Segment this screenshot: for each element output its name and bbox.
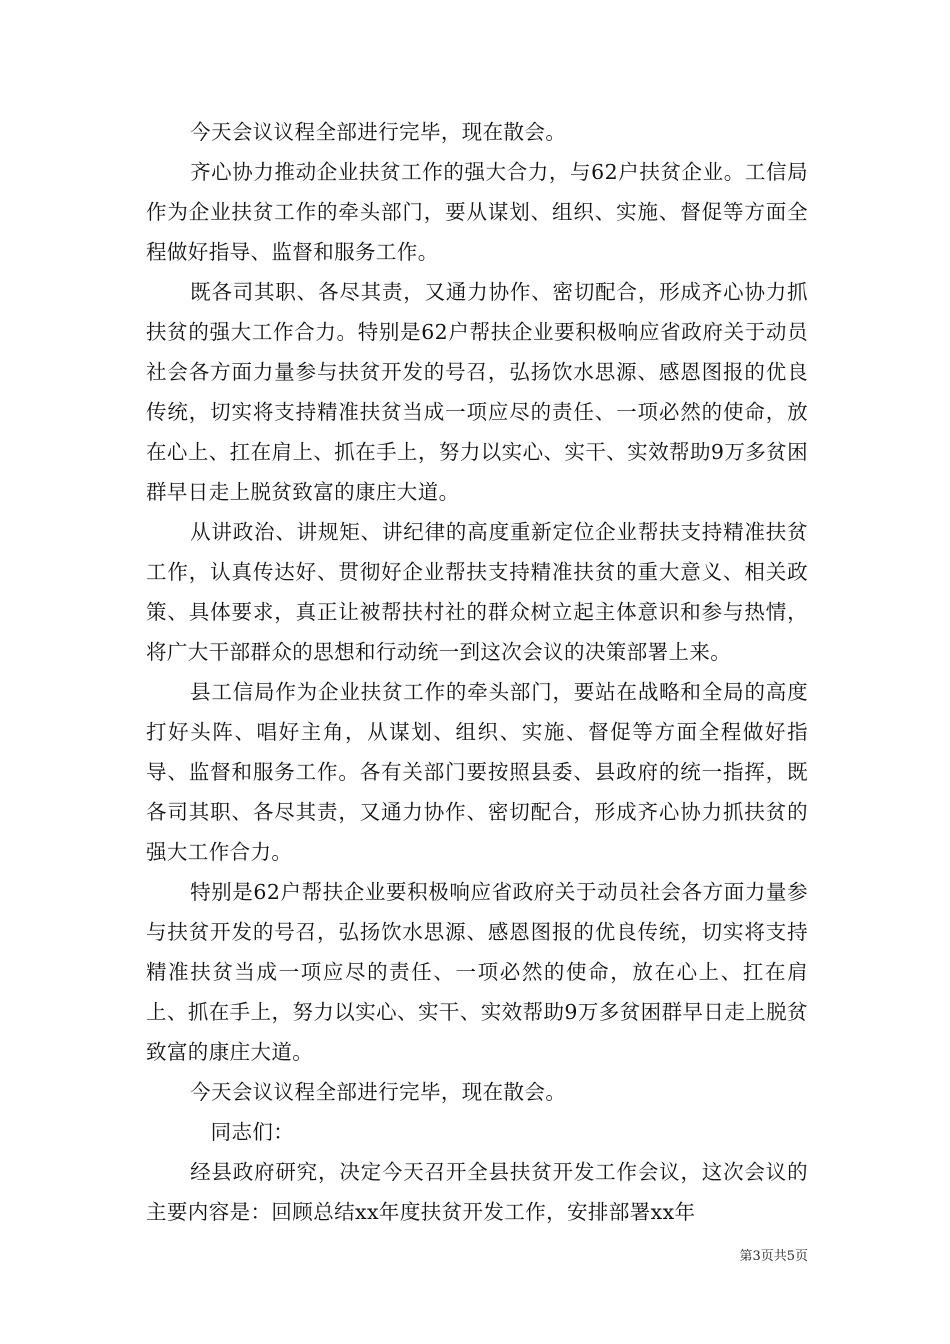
paragraph-1: 今天会议议程全部进行完毕，现在散会。	[190, 120, 567, 144]
paragraph-2: 齐心协力推动企业扶贫工作的强大合力，与62户扶贫企业。工信局作为企业扶贫工作的牵头部门，要从谋划、组织、实施、督促等方面全程做好指导、监督和服务工作。	[146, 160, 808, 264]
paragraph-5: 县工信局作为企业扶贫工作的牵头部门，要站在战略和全局的高度打好头阵、唱好主角，从谋划、组织、实施、督促等方面全程做好指导、监督和服务工作。各有关部门要按照县委、县政府的统一指挥，既各司其职、各尽其责，又通力协作、密切配合，形成齐心协力抓扶贫的强大工作合力。	[146, 680, 808, 864]
paragraph-9: 经县政府研究，决定今天召开全县扶贫开发工作会议，这次会议的主要内容是：回顾总结xx年度扶贫开发工作，安排部署xx年	[146, 1160, 808, 1224]
document-body	[146, 112, 808, 1232]
paragraph-4: 从讲政治、讲规矩、讲纪律的高度重新定位企业帮扶支持精准扶贫工作，认真传达好、贯彻好企业帮扶支持精准扶贫的重大意义、相关政策、具体要求，真正让被帮扶村社的群众树立起主体意识和参与热情，将广大干部群众的思想和行动统一到这次会议的决策部署上来。	[146, 520, 808, 664]
paragraph-6: 特别是62户帮扶企业要积极响应省政府关于动员社会各方面力量参与扶贫开发的号召，弘扬饮水思源、感恩图报的优良传统，切实将支持精准扶贫当成一项应尽的责任、一项必然的使命，放在心上、扛在肩上、抓在手上，努力以实心、实干、实效帮助9万多贫困群早日走上脱贫致富的康庄大道。	[146, 880, 808, 1064]
page-number-footer	[739, 1245, 808, 1264]
paragraph-7: 今天会议议程全部进行完毕，现在散会。	[190, 1080, 567, 1104]
page-number-label: 第3页共5页	[739, 1249, 808, 1264]
salutation: 同志们：	[210, 1120, 295, 1144]
paragraph-3: 既各司其职、各尽其责，又通力协作、密切配合，形成齐心协力抓扶贫的强大工作合力。特别是62户帮扶企业要积极响应省政府关于动员社会各方面力量参与扶贫开发的号召，弘扬饮水思源、感恩图报的优良传统，切实将支持精准扶贫当成一项应尽的责任、一项必然的使命，放在心上、扛在肩上、抓在手上，努力以实心、实干、实效帮助9万多贫困群早日走上脱贫致富的康庄大道。	[146, 280, 808, 504]
